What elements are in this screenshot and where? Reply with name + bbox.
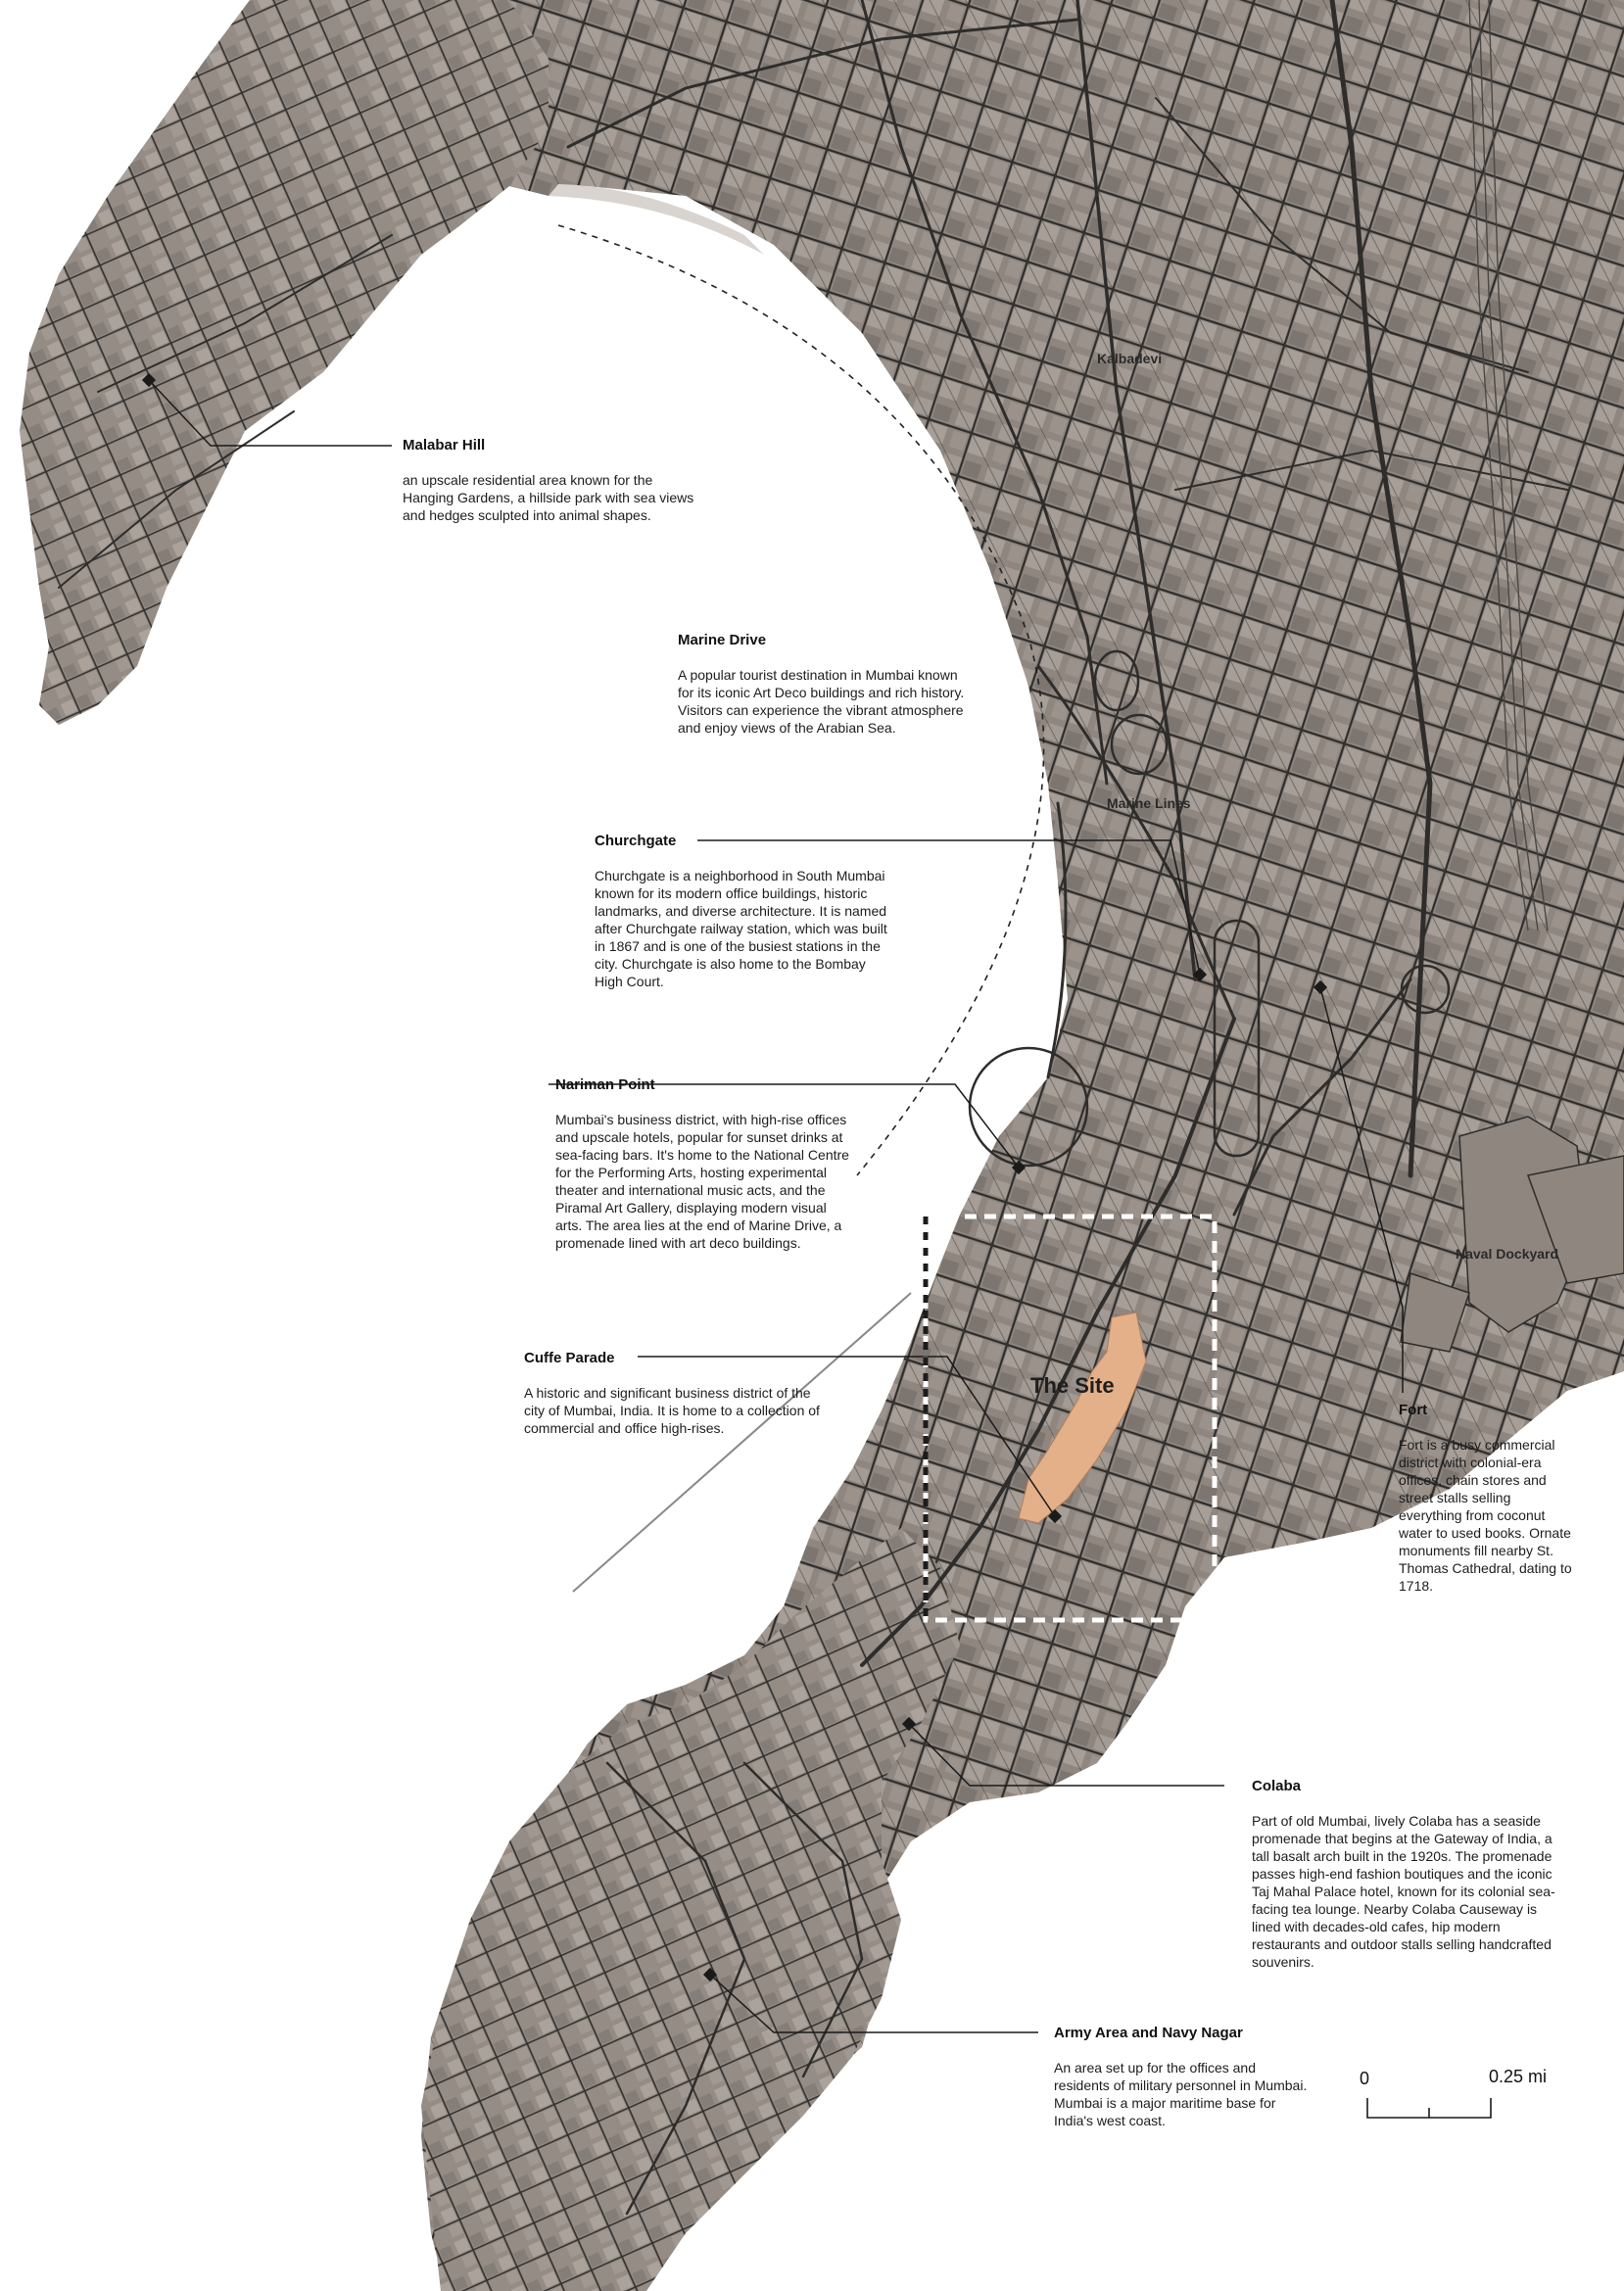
annotation-text: Churchgate is a neighborhood in South Mumbai known for its modern office buildings, historic landmarks, and diverse architecture. It is named after Churchgate railway station, which was built in 1867 and is one of the busiest stations in the city. Churchgate is also home to the Bombay High Court. [595,868,887,989]
annotation-colaba [1252,1778,1567,1971]
annotation-cuffe-parade [524,1350,823,1437]
annotation-text: Mumbai's business district, with high-rise offices and upscale hotels, popular for sunset drinks at sea-facing bars. It's home to the National Centre for the Performing Arts, hosting experimental theater and international music acts, and the Piramal Art Gallery, displaying modern visual arts. The area lies at the end of Marine Drive, a promenade lined with art deco buildings. [555,1112,849,1251]
annotation-churchgate [595,833,888,990]
annotation-title: Fort [1399,1402,1428,1418]
annotation-title: Army Area and Navy Nagar [1054,2025,1243,2041]
annotation-title: Marine Drive [678,632,767,648]
colaba-peninsula [421,1528,960,2291]
annotation-text: A historic and significant business district of the city of Mumbai, India. It is home to a collection of commercial and office high-rises. [524,1385,820,1436]
annotation-title: Cuffe Parade [524,1350,615,1366]
scale-bar-line [1367,2098,1491,2118]
place-label-naval-dockyard: Naval Dockyard [1456,1246,1559,1262]
annotation-text: Fort is a busy commercial district with colonial-era offices, chain stores and street stalls selling everything from coconut water to used books. Ornate monuments fill nearby St. Thomas Cathedral, dating to 1718. [1399,1437,1572,1594]
scale-bar-end-label: 0.25 mi [1489,2067,1548,2086]
annotation-army-navy [1054,2025,1309,2129]
annotation-text: an upscale residential area known for the Hanging Gardens, a hillside park with sea views and hedges sculpted into animal shapes. [403,472,694,523]
scale-bar-start-label: 0 [1360,2069,1370,2088]
annotation-title: Malabar Hill [403,437,486,453]
annotation-title: Churchgate [595,833,677,849]
annotation-title: Nariman Point [555,1076,655,1093]
site-label: The Site [1030,1373,1115,1398]
annotation-marine-drive [678,632,972,737]
place-label-marine-lines: Marine Lines [1107,795,1191,811]
annotation-nariman-point [555,1076,852,1252]
annotation-fort [1399,1402,1575,1595]
annotation-title: Colaba [1252,1778,1302,1794]
malabar-hill-peninsula [20,0,549,725]
annotation-text: A popular tourist destination in Mumbai known for its iconic Art Deco buildings and rich history. Visitors can experience the vibrant atmosphere and enjoy views of the Arabian Sea. [678,667,965,736]
annotation-text: An area set up for the offices and residents of military personnel in Mumbai. Mumbai is a major maritime base for India's west coast. [1054,2060,1308,2128]
annotation-malabar-hill [403,437,696,524]
annotation-text: Part of old Mumbai, lively Colaba has a seaside promenade that begins at the Gateway of India, a tall basalt arch built in the 1920s. The promenade passes high-end fashion boutiques and the iconic Taj Mahal Palace hotel, known for its colonial sea-facing tea lounge. Nearby Colaba Causeway is lined with decades-old cafes, hip modern restaurants and outdoor stalls selling handcrafted souvenirs. [1252,1813,1555,1970]
place-label-kalbadevi: Kalbadevi [1097,351,1163,366]
